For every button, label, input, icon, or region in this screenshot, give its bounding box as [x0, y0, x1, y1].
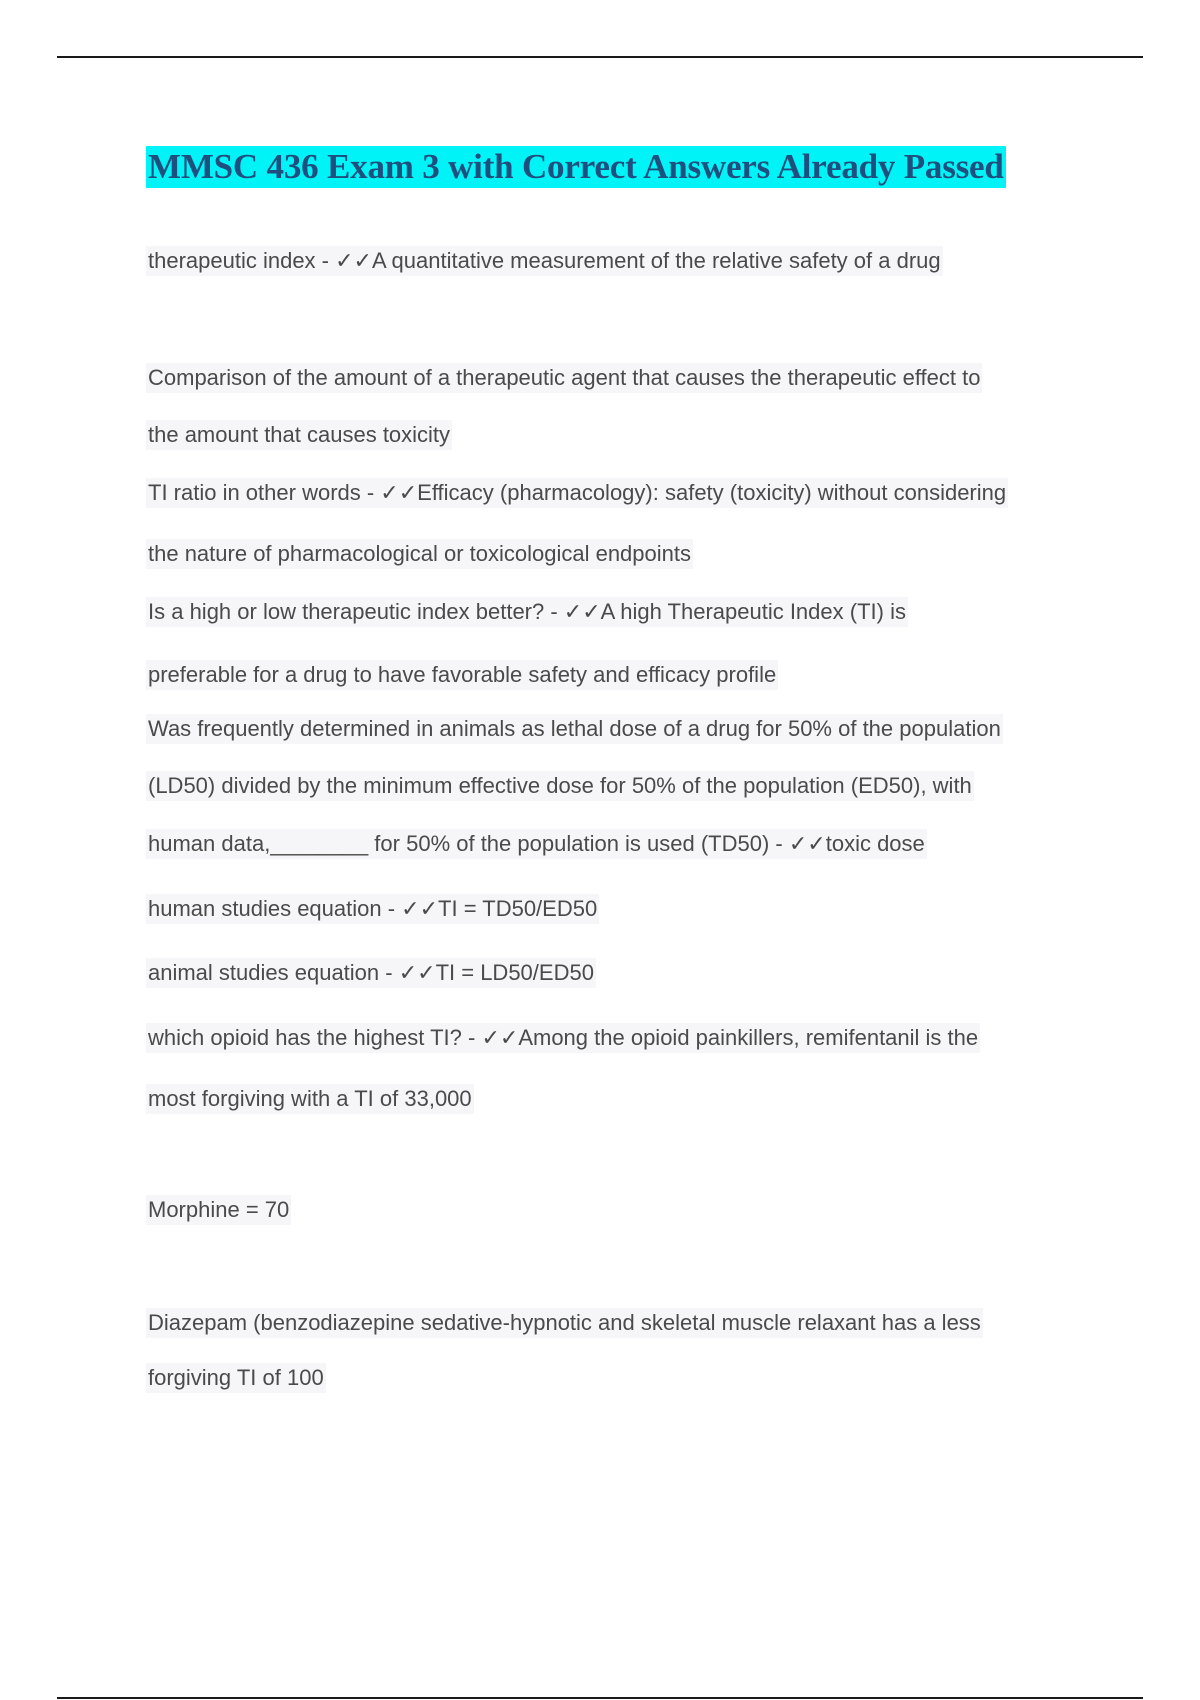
text-line: therapeutic index - ✓✓A quantitative measurement of the relative safety of a drug	[146, 246, 943, 276]
text-line: the amount that causes toxicity	[146, 420, 452, 450]
text-line: forgiving TI of 100	[146, 1363, 326, 1393]
text-line: most forgiving with a TI of 33,000	[146, 1084, 474, 1114]
text-line: Diazepam (benzodiazepine sedative-hypnotic and skeletal muscle relaxant has a less	[146, 1308, 983, 1338]
text-line: the nature of pharmacological or toxicological endpoints	[146, 539, 693, 569]
text-line: Was frequently determined in animals as lethal dose of a drug for 50% of the population	[146, 714, 1003, 744]
text-line: TI ratio in other words - ✓✓Efficacy (pharmacology): safety (toxicity) without considering	[146, 478, 1008, 508]
document-title: MMSC 436 Exam 3 with Correct Answers Already Passed	[148, 147, 1004, 186]
footer-rule	[57, 1697, 1143, 1699]
text-line: Comparison of the amount of a therapeutic agent that causes the therapeutic effect to	[146, 363, 982, 393]
text-line: Morphine = 70	[146, 1195, 291, 1225]
text-line: animal studies equation - ✓✓TI = LD50/ED50	[146, 958, 596, 988]
text-line: human studies equation - ✓✓TI = TD50/ED50	[146, 894, 599, 924]
text-line: preferable for a drug to have favorable safety and efficacy profile	[146, 660, 778, 690]
text-line: (LD50) divided by the minimum effective dose for 50% of the population (ED50), with	[146, 771, 974, 801]
header-rule	[57, 56, 1143, 58]
text-line: Is a high or low therapeutic index better? - ✓✓A high Therapeutic Index (TI) is	[146, 597, 908, 627]
text-line: which opioid has the highest TI? - ✓✓Among the opioid painkillers, remifentanil is the	[146, 1023, 980, 1053]
text-line: human data,________ for 50% of the population is used (TD50) - ✓✓toxic dose	[146, 829, 927, 859]
